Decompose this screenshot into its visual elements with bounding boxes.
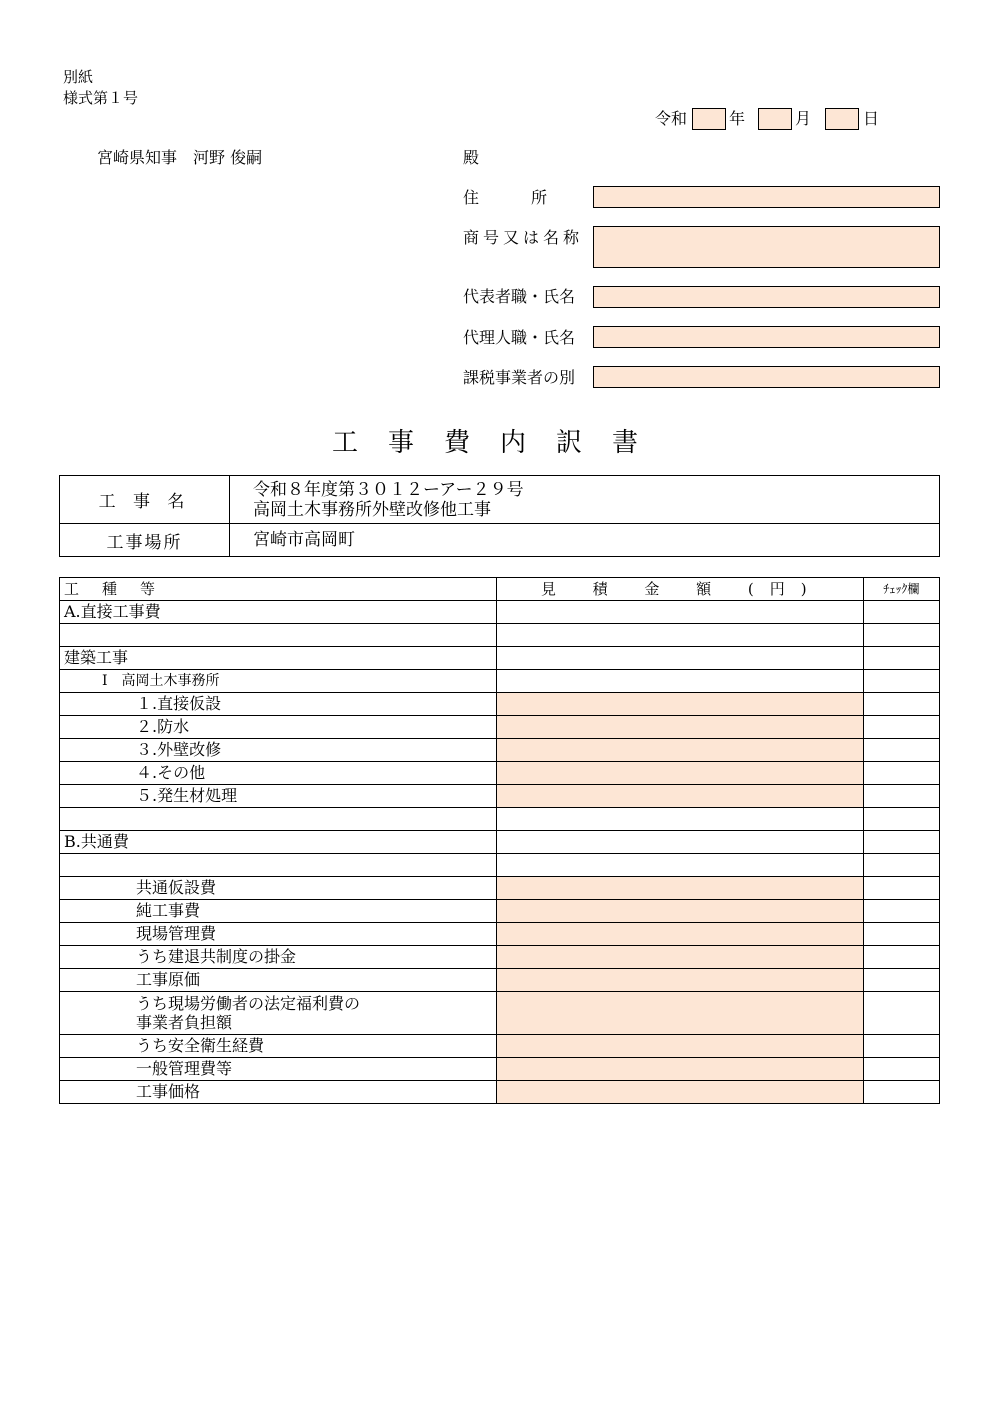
table-row [60, 831, 940, 854]
honorific: 殿 [463, 148, 480, 167]
address-field[interactable] [593, 186, 940, 208]
check-cell [863, 923, 939, 946]
item-label: うち現場労働者の法定福利費の 事業者負担額 [60, 992, 497, 1035]
item-label: B.共通費 [60, 831, 497, 854]
table-row [60, 854, 940, 877]
date-day-field[interactable] [825, 108, 859, 130]
check-cell [863, 1058, 939, 1081]
check-cell [863, 900, 939, 923]
project-name-line2: 高岡土木事務所外壁改修他工事 [253, 499, 491, 520]
trade-name-field[interactable] [593, 226, 940, 268]
agent-field[interactable] [593, 326, 940, 348]
amount-cell[interactable] [496, 992, 863, 1035]
table-row [60, 992, 940, 1035]
table-row [60, 877, 940, 900]
check-cell [863, 1035, 939, 1058]
table-row [60, 1058, 940, 1081]
amount-cell[interactable] [496, 762, 863, 785]
amount-cell[interactable] [496, 1081, 863, 1104]
check-cell [863, 716, 939, 739]
document-title: 工事費内訳書 [331, 428, 668, 458]
check-cell [863, 601, 939, 624]
check-cell [863, 647, 939, 670]
taxable-field[interactable] [593, 366, 940, 388]
agent-label: 代理人職・氏名 [463, 328, 576, 347]
check-cell [863, 969, 939, 992]
table-row [60, 716, 940, 739]
project-location: 宮崎市高岡町 [230, 524, 940, 557]
check-cell [863, 785, 939, 808]
table-row [60, 1081, 940, 1104]
cost-breakdown-table [59, 577, 940, 1104]
check-cell [863, 762, 939, 785]
table-row [60, 923, 940, 946]
col-check-header: ﾁｪｯｸ欄 [863, 578, 939, 601]
date-month-field[interactable] [758, 108, 792, 130]
table-row [60, 670, 940, 693]
item-label: 建築工事 [60, 647, 497, 670]
item-label [60, 624, 497, 647]
amount-cell[interactable] [496, 1035, 863, 1058]
table-row [60, 785, 940, 808]
table-row [60, 969, 940, 992]
check-cell [863, 808, 939, 831]
date-year-field[interactable] [692, 108, 726, 130]
col-amount-header: 見 積 金 額 (円) [496, 578, 863, 601]
amount-cell[interactable] [496, 923, 863, 946]
item-label: 現場管理費 [60, 923, 497, 946]
table-row [60, 900, 940, 923]
table-row [60, 946, 940, 969]
date-day-label: 日 [863, 109, 880, 128]
amount-cell[interactable] [496, 877, 863, 900]
project-location-label: 工事場所 [60, 524, 230, 557]
project-info-table [59, 475, 940, 557]
project-name-line1: 令和８年度第３０１２ーアー２９号 [253, 479, 524, 500]
check-cell [863, 946, 939, 969]
table-row [60, 647, 940, 670]
amount-cell [496, 808, 863, 831]
table-row [60, 624, 940, 647]
item-label: うち安全衛生経費 [60, 1035, 497, 1058]
amount-cell[interactable] [496, 1058, 863, 1081]
table-row [60, 693, 940, 716]
trade-name-label: 商号又は名称 [463, 228, 584, 247]
representative-label: 代表者職・氏名 [463, 287, 576, 306]
amount-cell[interactable] [496, 693, 863, 716]
item-label: 純工事費 [60, 900, 497, 923]
item-label: 共通仮設費 [60, 877, 497, 900]
attachment-label: 別紙 [63, 68, 94, 86]
check-cell [863, 670, 939, 693]
table-row [60, 808, 940, 831]
project-name-label: 工 事 名 [60, 476, 230, 524]
table-row [60, 739, 940, 762]
addressee: 宮崎県知事 河野 俊嗣 [97, 148, 263, 167]
check-cell [863, 693, 939, 716]
amount-cell [496, 624, 863, 647]
amount-cell[interactable] [496, 785, 863, 808]
item-label: ３.外壁改修 [60, 739, 497, 762]
item-label: Ⅰ 高岡土木事務所 [60, 670, 497, 693]
amount-cell[interactable] [496, 946, 863, 969]
date-year-label: 年 [729, 109, 746, 128]
table-row [60, 762, 940, 785]
item-label: ５.発生材処理 [60, 785, 497, 808]
item-label: １.直接仮設 [60, 693, 497, 716]
check-cell [863, 992, 939, 1035]
check-cell [863, 739, 939, 762]
col-item-header: 工 種 等 [60, 578, 497, 601]
representative-field[interactable] [593, 286, 940, 308]
amount-cell [496, 601, 863, 624]
form-number: 様式第１号 [63, 89, 139, 107]
date-era: 令和 [655, 109, 688, 128]
amount-cell[interactable] [496, 900, 863, 923]
amount-cell[interactable] [496, 969, 863, 992]
item-label: ４.その他 [60, 762, 497, 785]
item-label [60, 854, 497, 877]
amount-cell [496, 831, 863, 854]
item-label: 一般管理費等 [60, 1058, 497, 1081]
table-row [60, 1035, 940, 1058]
check-cell [863, 854, 939, 877]
item-label: A.直接工事費 [60, 601, 497, 624]
item-label: 工事原価 [60, 969, 497, 992]
amount-cell [496, 854, 863, 877]
check-cell [863, 1081, 939, 1104]
check-cell [863, 624, 939, 647]
address-label: 住 所 [463, 188, 549, 207]
item-label: 工事価格 [60, 1081, 497, 1104]
item-label: うち建退共制度の掛金 [60, 946, 497, 969]
table-row [60, 601, 940, 624]
amount-cell [496, 670, 863, 693]
check-cell [863, 877, 939, 900]
item-label [60, 808, 497, 831]
amount-cell[interactable] [496, 716, 863, 739]
check-cell [863, 831, 939, 854]
amount-cell[interactable] [496, 739, 863, 762]
project-name-cell [230, 476, 940, 524]
date-month-label: 月 [795, 109, 812, 128]
amount-cell [496, 647, 863, 670]
taxable-label: 課税事業者の別 [463, 368, 576, 387]
item-label: ２.防水 [60, 716, 497, 739]
